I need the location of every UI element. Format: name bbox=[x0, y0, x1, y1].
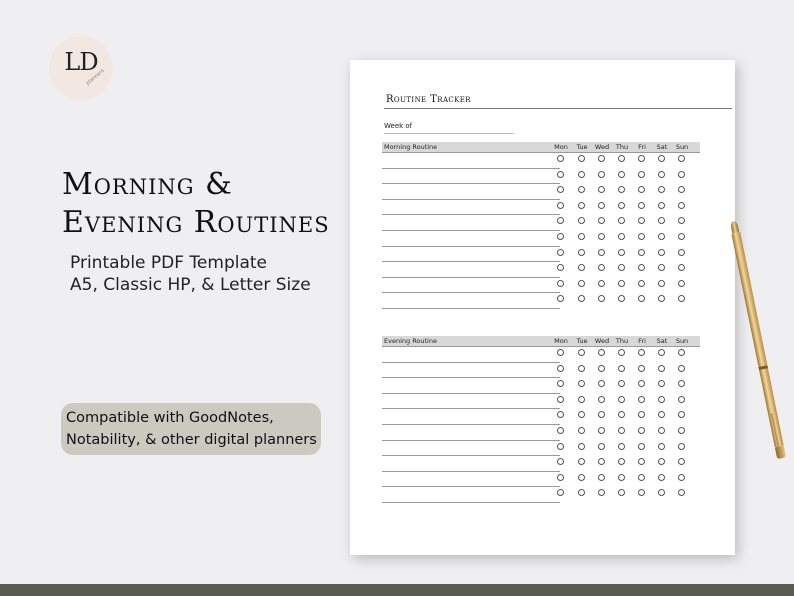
habit-checkbox[interactable] bbox=[658, 264, 665, 271]
habit-checkbox[interactable] bbox=[618, 280, 625, 287]
habit-checkbox[interactable] bbox=[638, 427, 645, 434]
habit-checkbox[interactable] bbox=[658, 365, 665, 372]
habit-checkbox[interactable] bbox=[618, 249, 625, 256]
day-header: Sat bbox=[656, 337, 668, 345]
routine-row bbox=[382, 247, 700, 263]
routine-row bbox=[382, 347, 700, 363]
habit-checkbox[interactable] bbox=[678, 365, 685, 372]
habit-checkbox[interactable] bbox=[658, 171, 665, 178]
habit-checkbox[interactable] bbox=[557, 458, 564, 465]
bottom-bar bbox=[0, 584, 794, 596]
day-header: Wed bbox=[594, 337, 610, 345]
habit-checkbox[interactable] bbox=[678, 443, 685, 450]
habit-checkbox[interactable] bbox=[638, 264, 645, 271]
habit-checkbox[interactable] bbox=[678, 427, 685, 434]
habit-checkbox[interactable] bbox=[557, 411, 564, 418]
routine-row bbox=[382, 394, 700, 410]
habit-checkbox[interactable] bbox=[578, 365, 585, 372]
habit-checkbox[interactable] bbox=[638, 380, 645, 387]
habit-checkbox[interactable] bbox=[557, 396, 564, 403]
habit-checkbox[interactable] bbox=[557, 280, 564, 287]
routine-row bbox=[382, 293, 700, 309]
day-header: Sat bbox=[656, 143, 668, 151]
habit-checkbox[interactable] bbox=[578, 280, 585, 287]
habit-checkbox[interactable] bbox=[618, 264, 625, 271]
habit-checkbox[interactable] bbox=[578, 474, 585, 481]
logo-monogram: LD bbox=[64, 48, 98, 76]
routine-row bbox=[382, 169, 700, 185]
routine-row bbox=[382, 409, 700, 425]
habit-checkbox[interactable] bbox=[598, 443, 605, 450]
habit-checkbox[interactable] bbox=[557, 233, 564, 240]
habit-checkbox[interactable] bbox=[598, 155, 605, 162]
habit-checkbox[interactable] bbox=[618, 396, 625, 403]
habit-checkbox[interactable] bbox=[557, 427, 564, 434]
habit-checkbox[interactable] bbox=[618, 202, 625, 209]
routine-entry-line[interactable] bbox=[382, 502, 560, 503]
habit-checkbox[interactable] bbox=[557, 217, 564, 224]
habit-checkbox[interactable] bbox=[578, 396, 585, 403]
habit-checkbox[interactable] bbox=[638, 411, 645, 418]
habit-checkbox[interactable] bbox=[658, 155, 665, 162]
routine-row bbox=[382, 215, 700, 231]
day-header: Wed bbox=[594, 143, 610, 151]
routine-row bbox=[382, 363, 700, 379]
habit-checkbox[interactable] bbox=[618, 365, 625, 372]
habit-checkbox[interactable] bbox=[658, 249, 665, 256]
habit-checkbox[interactable] bbox=[658, 427, 665, 434]
habit-checkbox[interactable] bbox=[658, 233, 665, 240]
routine-row bbox=[382, 278, 700, 294]
habit-checkbox[interactable] bbox=[598, 349, 605, 356]
habit-checkbox[interactable] bbox=[638, 489, 645, 496]
routine-rows bbox=[382, 347, 700, 503]
habit-checkbox[interactable] bbox=[678, 411, 685, 418]
habit-checkbox[interactable] bbox=[598, 264, 605, 271]
habit-checkbox[interactable] bbox=[557, 489, 564, 496]
habit-checkbox[interactable] bbox=[618, 489, 625, 496]
day-header: Thu bbox=[615, 143, 629, 151]
habit-checkbox[interactable] bbox=[618, 411, 625, 418]
habit-checkbox[interactable] bbox=[638, 474, 645, 481]
habit-checkbox[interactable] bbox=[658, 202, 665, 209]
habit-checkbox[interactable] bbox=[678, 349, 685, 356]
habit-checkbox[interactable] bbox=[638, 233, 645, 240]
week-of-line bbox=[384, 133, 514, 134]
habit-checkbox[interactable] bbox=[598, 202, 605, 209]
routine-row bbox=[382, 153, 700, 169]
habit-checkbox[interactable] bbox=[678, 155, 685, 162]
habit-checkbox[interactable] bbox=[598, 280, 605, 287]
habit-checkbox[interactable] bbox=[598, 474, 605, 481]
habit-checkbox[interactable] bbox=[578, 411, 585, 418]
routine-row bbox=[382, 472, 700, 488]
habit-checkbox[interactable] bbox=[678, 280, 685, 287]
routine-rows bbox=[382, 153, 700, 309]
section-header bbox=[382, 142, 700, 153]
routine-row bbox=[382, 425, 700, 441]
habit-checkbox[interactable] bbox=[678, 474, 685, 481]
habit-checkbox[interactable] bbox=[618, 186, 625, 193]
habit-checkbox[interactable] bbox=[678, 489, 685, 496]
habit-checkbox[interactable] bbox=[578, 264, 585, 271]
habit-checkbox[interactable] bbox=[638, 458, 645, 465]
habit-checkbox[interactable] bbox=[557, 349, 564, 356]
habit-checkbox[interactable] bbox=[557, 186, 564, 193]
habit-checkbox[interactable] bbox=[578, 427, 585, 434]
habit-checkbox[interactable] bbox=[638, 295, 645, 302]
title-divider bbox=[384, 108, 732, 109]
habit-checkbox[interactable] bbox=[578, 458, 585, 465]
habit-checkbox[interactable] bbox=[678, 217, 685, 224]
routine-section bbox=[382, 336, 700, 347]
habit-checkbox[interactable] bbox=[557, 202, 564, 209]
habit-checkbox[interactable] bbox=[618, 171, 625, 178]
habit-checkbox[interactable] bbox=[658, 458, 665, 465]
habit-checkbox[interactable] bbox=[678, 396, 685, 403]
routine-row bbox=[382, 456, 700, 472]
habit-checkbox[interactable] bbox=[638, 249, 645, 256]
routine-entry-line[interactable] bbox=[382, 308, 560, 309]
habit-checkbox[interactable] bbox=[678, 264, 685, 271]
habit-checkbox[interactable] bbox=[618, 217, 625, 224]
compat-line-1: Compatible with GoodNotes, bbox=[66, 410, 274, 426]
habit-checkbox[interactable] bbox=[598, 396, 605, 403]
day-header: Tue bbox=[576, 143, 588, 151]
habit-checkbox[interactable] bbox=[638, 186, 645, 193]
habit-checkbox[interactable] bbox=[598, 411, 605, 418]
planner-page-preview bbox=[350, 60, 735, 555]
habit-checkbox[interactable] bbox=[598, 171, 605, 178]
habit-checkbox[interactable] bbox=[618, 443, 625, 450]
habit-checkbox[interactable] bbox=[598, 365, 605, 372]
habit-checkbox[interactable] bbox=[557, 249, 564, 256]
habit-checkbox[interactable] bbox=[618, 295, 625, 302]
compatibility-badge bbox=[61, 403, 321, 455]
subtitle-line-2: A5, Classic HP, & Letter Size bbox=[70, 275, 311, 295]
routine-row bbox=[382, 262, 700, 278]
habit-checkbox[interactable] bbox=[578, 155, 585, 162]
habit-checkbox[interactable] bbox=[658, 474, 665, 481]
habit-checkbox[interactable] bbox=[557, 171, 564, 178]
section-header bbox=[382, 336, 700, 347]
routine-row bbox=[382, 231, 700, 247]
habit-checkbox[interactable] bbox=[618, 380, 625, 387]
day-header: Thu bbox=[615, 337, 629, 345]
habit-checkbox[interactable] bbox=[658, 489, 665, 496]
habit-checkbox[interactable] bbox=[557, 474, 564, 481]
habit-checkbox[interactable] bbox=[658, 411, 665, 418]
habit-checkbox[interactable] bbox=[678, 380, 685, 387]
habit-checkbox[interactable] bbox=[618, 349, 625, 356]
habit-checkbox[interactable] bbox=[578, 295, 585, 302]
habit-checkbox[interactable] bbox=[598, 217, 605, 224]
day-header: Sun bbox=[675, 143, 689, 151]
pen-cap bbox=[775, 446, 786, 460]
product-title bbox=[62, 166, 330, 242]
habit-checkbox[interactable] bbox=[578, 202, 585, 209]
habit-checkbox[interactable] bbox=[557, 443, 564, 450]
routine-row bbox=[382, 441, 700, 457]
habit-checkbox[interactable] bbox=[557, 380, 564, 387]
habit-checkbox[interactable] bbox=[638, 217, 645, 224]
pen-icon bbox=[729, 220, 788, 467]
product-subtitle bbox=[70, 252, 311, 296]
week-of-label: Week of bbox=[384, 122, 413, 130]
habit-checkbox[interactable] bbox=[638, 155, 645, 162]
habit-checkbox[interactable] bbox=[678, 171, 685, 178]
habit-checkbox[interactable] bbox=[638, 349, 645, 356]
brand-logo bbox=[49, 36, 113, 100]
habit-checkbox[interactable] bbox=[618, 233, 625, 240]
habit-checkbox[interactable] bbox=[598, 489, 605, 496]
habit-checkbox[interactable] bbox=[658, 186, 665, 193]
habit-checkbox[interactable] bbox=[678, 202, 685, 209]
habit-checkbox[interactable] bbox=[678, 233, 685, 240]
habit-checkbox[interactable] bbox=[578, 171, 585, 178]
pen-body bbox=[731, 232, 783, 447]
routine-row bbox=[382, 487, 700, 503]
habit-checkbox[interactable] bbox=[598, 427, 605, 434]
habit-checkbox[interactable] bbox=[598, 186, 605, 193]
habit-checkbox[interactable] bbox=[578, 233, 585, 240]
habit-checkbox[interactable] bbox=[598, 295, 605, 302]
habit-checkbox[interactable] bbox=[557, 365, 564, 372]
habit-checkbox[interactable] bbox=[638, 202, 645, 209]
habit-checkbox[interactable] bbox=[618, 474, 625, 481]
logo-subtext: planners bbox=[85, 68, 106, 87]
habit-checkbox[interactable] bbox=[638, 396, 645, 403]
habit-checkbox[interactable] bbox=[557, 155, 564, 162]
habit-checkbox[interactable] bbox=[578, 349, 585, 356]
habit-checkbox[interactable] bbox=[598, 233, 605, 240]
habit-checkbox[interactable] bbox=[658, 295, 665, 302]
habit-checkbox[interactable] bbox=[578, 186, 585, 193]
day-header: Fri bbox=[638, 337, 646, 345]
compatibility-text bbox=[61, 403, 321, 451]
compat-line-2: Notability, & other digital planners bbox=[66, 432, 317, 448]
routine-row bbox=[382, 200, 700, 216]
habit-checkbox[interactable] bbox=[658, 396, 665, 403]
habit-checkbox[interactable] bbox=[618, 427, 625, 434]
habit-checkbox[interactable] bbox=[678, 249, 685, 256]
habit-checkbox[interactable] bbox=[638, 280, 645, 287]
section-label: Morning Routine bbox=[384, 143, 438, 151]
title-line-2: Evening Routines bbox=[62, 205, 330, 240]
section-label: Evening Routine bbox=[384, 337, 437, 345]
habit-checkbox[interactable] bbox=[598, 249, 605, 256]
habit-checkbox[interactable] bbox=[578, 489, 585, 496]
habit-checkbox[interactable] bbox=[578, 380, 585, 387]
habit-checkbox[interactable] bbox=[658, 380, 665, 387]
routine-row bbox=[382, 378, 700, 394]
habit-checkbox[interactable] bbox=[638, 443, 645, 450]
habit-checkbox[interactable] bbox=[578, 443, 585, 450]
day-header: Fri bbox=[638, 143, 646, 151]
habit-checkbox[interactable] bbox=[557, 295, 564, 302]
habit-checkbox[interactable] bbox=[598, 458, 605, 465]
day-header: Tue bbox=[576, 337, 588, 345]
habit-checkbox[interactable] bbox=[598, 380, 605, 387]
habit-checkbox[interactable] bbox=[618, 458, 625, 465]
habit-checkbox[interactable] bbox=[658, 280, 665, 287]
habit-checkbox[interactable] bbox=[678, 186, 685, 193]
habit-checkbox[interactable] bbox=[557, 264, 564, 271]
day-header: Mon bbox=[554, 143, 568, 151]
habit-checkbox[interactable] bbox=[658, 443, 665, 450]
habit-checkbox[interactable] bbox=[578, 217, 585, 224]
day-header: Mon bbox=[554, 337, 568, 345]
habit-checkbox[interactable] bbox=[618, 155, 625, 162]
habit-checkbox[interactable] bbox=[638, 365, 645, 372]
page-title: Routine Tracker bbox=[386, 94, 471, 105]
routine-section bbox=[382, 142, 700, 153]
habit-checkbox[interactable] bbox=[658, 217, 665, 224]
habit-checkbox[interactable] bbox=[638, 171, 645, 178]
habit-checkbox[interactable] bbox=[578, 249, 585, 256]
habit-checkbox[interactable] bbox=[678, 295, 685, 302]
title-line-1: Morning & bbox=[62, 167, 233, 202]
habit-checkbox[interactable] bbox=[658, 349, 665, 356]
day-header: Sun bbox=[675, 337, 689, 345]
routine-row bbox=[382, 184, 700, 200]
subtitle-line-1: Printable PDF Template bbox=[70, 253, 267, 273]
habit-checkbox[interactable] bbox=[678, 458, 685, 465]
